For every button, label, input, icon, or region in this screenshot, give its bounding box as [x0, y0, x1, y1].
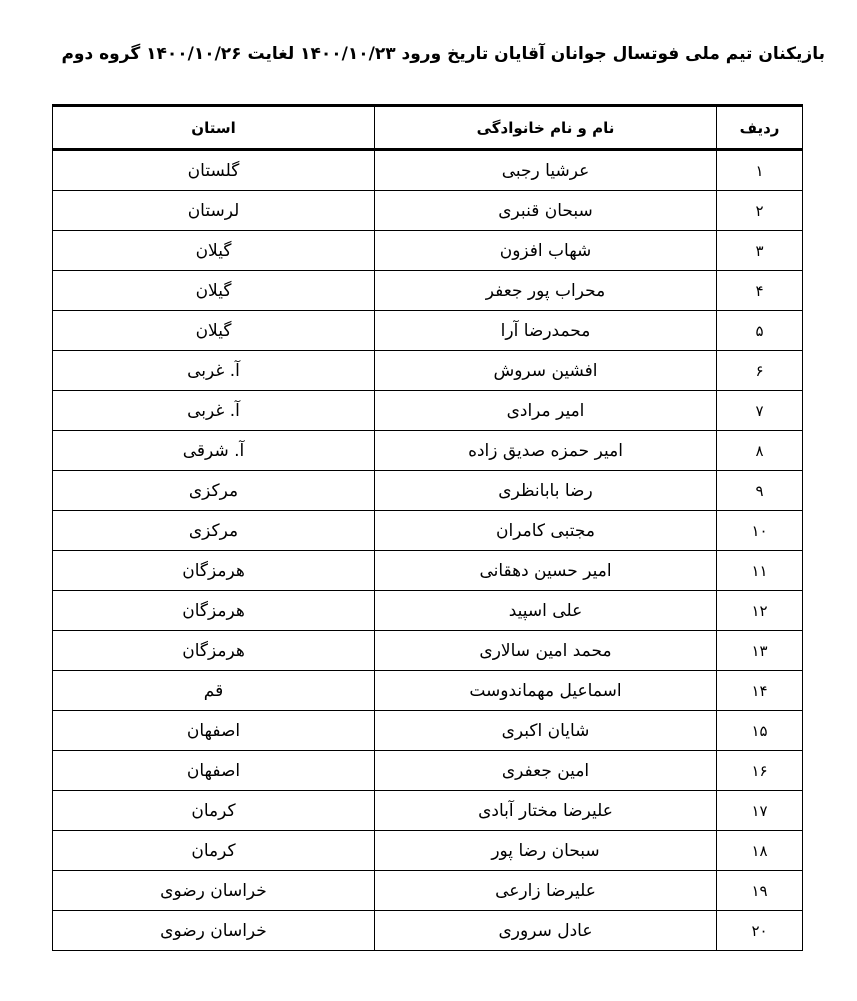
players-table — [52, 104, 803, 951]
cell-name: شهاب افزون — [375, 231, 717, 271]
cell-rank: ۱۷ — [717, 791, 803, 831]
table-header-row — [53, 106, 803, 150]
cell-rank: ۱۵ — [717, 711, 803, 751]
header-name: نام و نام خانوادگی — [375, 106, 717, 150]
cell-province: خراسان رضوی — [53, 871, 375, 911]
cell-name: امیر حمزه صدیق زاده — [375, 431, 717, 471]
table-row — [53, 271, 803, 311]
cell-name: محمد امین سالاری — [375, 631, 717, 671]
cell-name: مجتبی کامران — [375, 511, 717, 551]
cell-name: امیر حسین دهقانی — [375, 551, 717, 591]
cell-rank: ۱۰ — [717, 511, 803, 551]
cell-province: لرستان — [53, 191, 375, 231]
cell-rank: ۲۰ — [717, 911, 803, 951]
page-title: بازیکنان تیم ملی فوتسال جوانان آقایان تاریخ ورود ۱۴۰۰/۱۰/۲۳ لغایت ۱۴۰۰/۱۰/۲۶ گروه دوم — [61, 44, 825, 64]
table-row — [53, 351, 803, 391]
table-row — [53, 751, 803, 791]
table-row — [53, 311, 803, 351]
cell-province: اصفهان — [53, 711, 375, 751]
table-row — [53, 591, 803, 631]
table-row — [53, 431, 803, 471]
cell-name: علی اسپید — [375, 591, 717, 631]
cell-province: آ. شرقی — [53, 431, 375, 471]
table-row — [53, 150, 803, 191]
cell-rank: ۱۴ — [717, 671, 803, 711]
table-row — [53, 551, 803, 591]
cell-province: گیلان — [53, 271, 375, 311]
cell-province: خراسان رضوی — [53, 911, 375, 951]
cell-province: اصفهان — [53, 751, 375, 791]
cell-name: سبحان قنبری — [375, 191, 717, 231]
table-row — [53, 791, 803, 831]
cell-rank: ۱۹ — [717, 871, 803, 911]
table-row — [53, 231, 803, 271]
table-row — [53, 671, 803, 711]
cell-name: اسماعیل مهماندوست — [375, 671, 717, 711]
cell-name: عادل سروری — [375, 911, 717, 951]
cell-province: کرمان — [53, 831, 375, 871]
header-province: استان — [53, 106, 375, 150]
cell-province: مرکزی — [53, 471, 375, 511]
cell-name: امیر مرادی — [375, 391, 717, 431]
table-row — [53, 471, 803, 511]
table-row — [53, 911, 803, 951]
cell-rank: ۱۲ — [717, 591, 803, 631]
cell-province: هرمزگان — [53, 591, 375, 631]
cell-name: شایان اکبری — [375, 711, 717, 751]
cell-province: گلستان — [53, 150, 375, 191]
header-rank: ردیف — [717, 106, 803, 150]
cell-rank: ۸ — [717, 431, 803, 471]
cell-name: محراب پور جعفر — [375, 271, 717, 311]
cell-rank: ۵ — [717, 311, 803, 351]
cell-province: گیلان — [53, 311, 375, 351]
table-row — [53, 511, 803, 551]
cell-province: آ. غربی — [53, 391, 375, 431]
cell-name: امین جعفری — [375, 751, 717, 791]
cell-province: قم — [53, 671, 375, 711]
table-row — [53, 631, 803, 671]
cell-rank: ۷ — [717, 391, 803, 431]
cell-name: محمدرضا آرا — [375, 311, 717, 351]
cell-rank: ۱۳ — [717, 631, 803, 671]
cell-province: گیلان — [53, 231, 375, 271]
cell-rank: ۴ — [717, 271, 803, 311]
cell-name: رضا بابانظری — [375, 471, 717, 511]
cell-rank: ۱۸ — [717, 831, 803, 871]
cell-province: آ. غربی — [53, 351, 375, 391]
cell-rank: ۱ — [717, 150, 803, 191]
table-row — [53, 191, 803, 231]
cell-name: سبحان رضا پور — [375, 831, 717, 871]
table-row — [53, 831, 803, 871]
cell-name: علیرضا زارعی — [375, 871, 717, 911]
table-row — [53, 391, 803, 431]
cell-province: مرکزی — [53, 511, 375, 551]
table-row — [53, 871, 803, 911]
table-row — [53, 711, 803, 751]
cell-name: عرشیا رجبی — [375, 150, 717, 191]
cell-rank: ۱۶ — [717, 751, 803, 791]
cell-province: هرمزگان — [53, 631, 375, 671]
cell-province: هرمزگان — [53, 551, 375, 591]
cell-rank: ۱۱ — [717, 551, 803, 591]
cell-name: افشین سروش — [375, 351, 717, 391]
cell-name: علیرضا مختار آبادی — [375, 791, 717, 831]
cell-rank: ۶ — [717, 351, 803, 391]
cell-rank: ۲ — [717, 191, 803, 231]
cell-province: کرمان — [53, 791, 375, 831]
cell-rank: ۹ — [717, 471, 803, 511]
cell-rank: ۳ — [717, 231, 803, 271]
